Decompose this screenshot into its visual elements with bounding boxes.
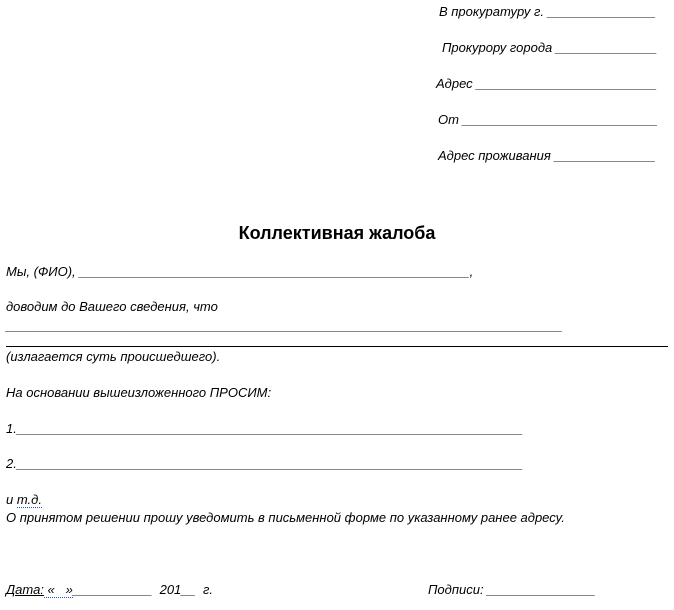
etc-prefix: и	[6, 492, 17, 507]
header-residence-address-line: Адрес проживания ______________	[438, 148, 656, 163]
date-line	[6, 582, 213, 598]
date-label: Дата:	[6, 582, 44, 597]
etc-abbreviation: т.д.	[16, 492, 42, 507]
header-address-line: Адрес _________________________	[436, 76, 658, 91]
etc-line	[6, 492, 42, 508]
header-prosecutor-office-line: В прокуратуру г. _______________	[439, 4, 657, 19]
full-width-rule	[6, 346, 668, 347]
essence-note: (излагается суть происшедшего).	[6, 349, 221, 364]
inform-blank-line: _____________________________________________________________________________	[6, 318, 563, 333]
signatures-line: Подписи: _______________	[428, 582, 596, 597]
document-title: Коллективная жалоба	[238, 223, 436, 243]
header-from-line: От ___________________________	[438, 112, 658, 127]
complainants-names-line: Мы, (ФИО), ______________________________________________________,	[6, 264, 474, 279]
request-item-1: 1.______________________________________________________________________	[6, 421, 523, 436]
date-day-quotes: « »	[43, 582, 73, 597]
inform-line: доводим до Вашего сведения, что	[6, 299, 218, 314]
request-item-2: 2.______________________________________________________________________	[6, 456, 523, 471]
header-prosecutor-line: Прокурору города ______________	[442, 40, 658, 55]
notify-line: О принятом решении прошу уведомить в письменной форме по указанному ранее адресу.	[6, 510, 565, 525]
request-line: На основании вышеизложенного ПРОСИМ:	[6, 385, 272, 400]
date-rest: ___________ 201__ г.	[72, 582, 213, 597]
